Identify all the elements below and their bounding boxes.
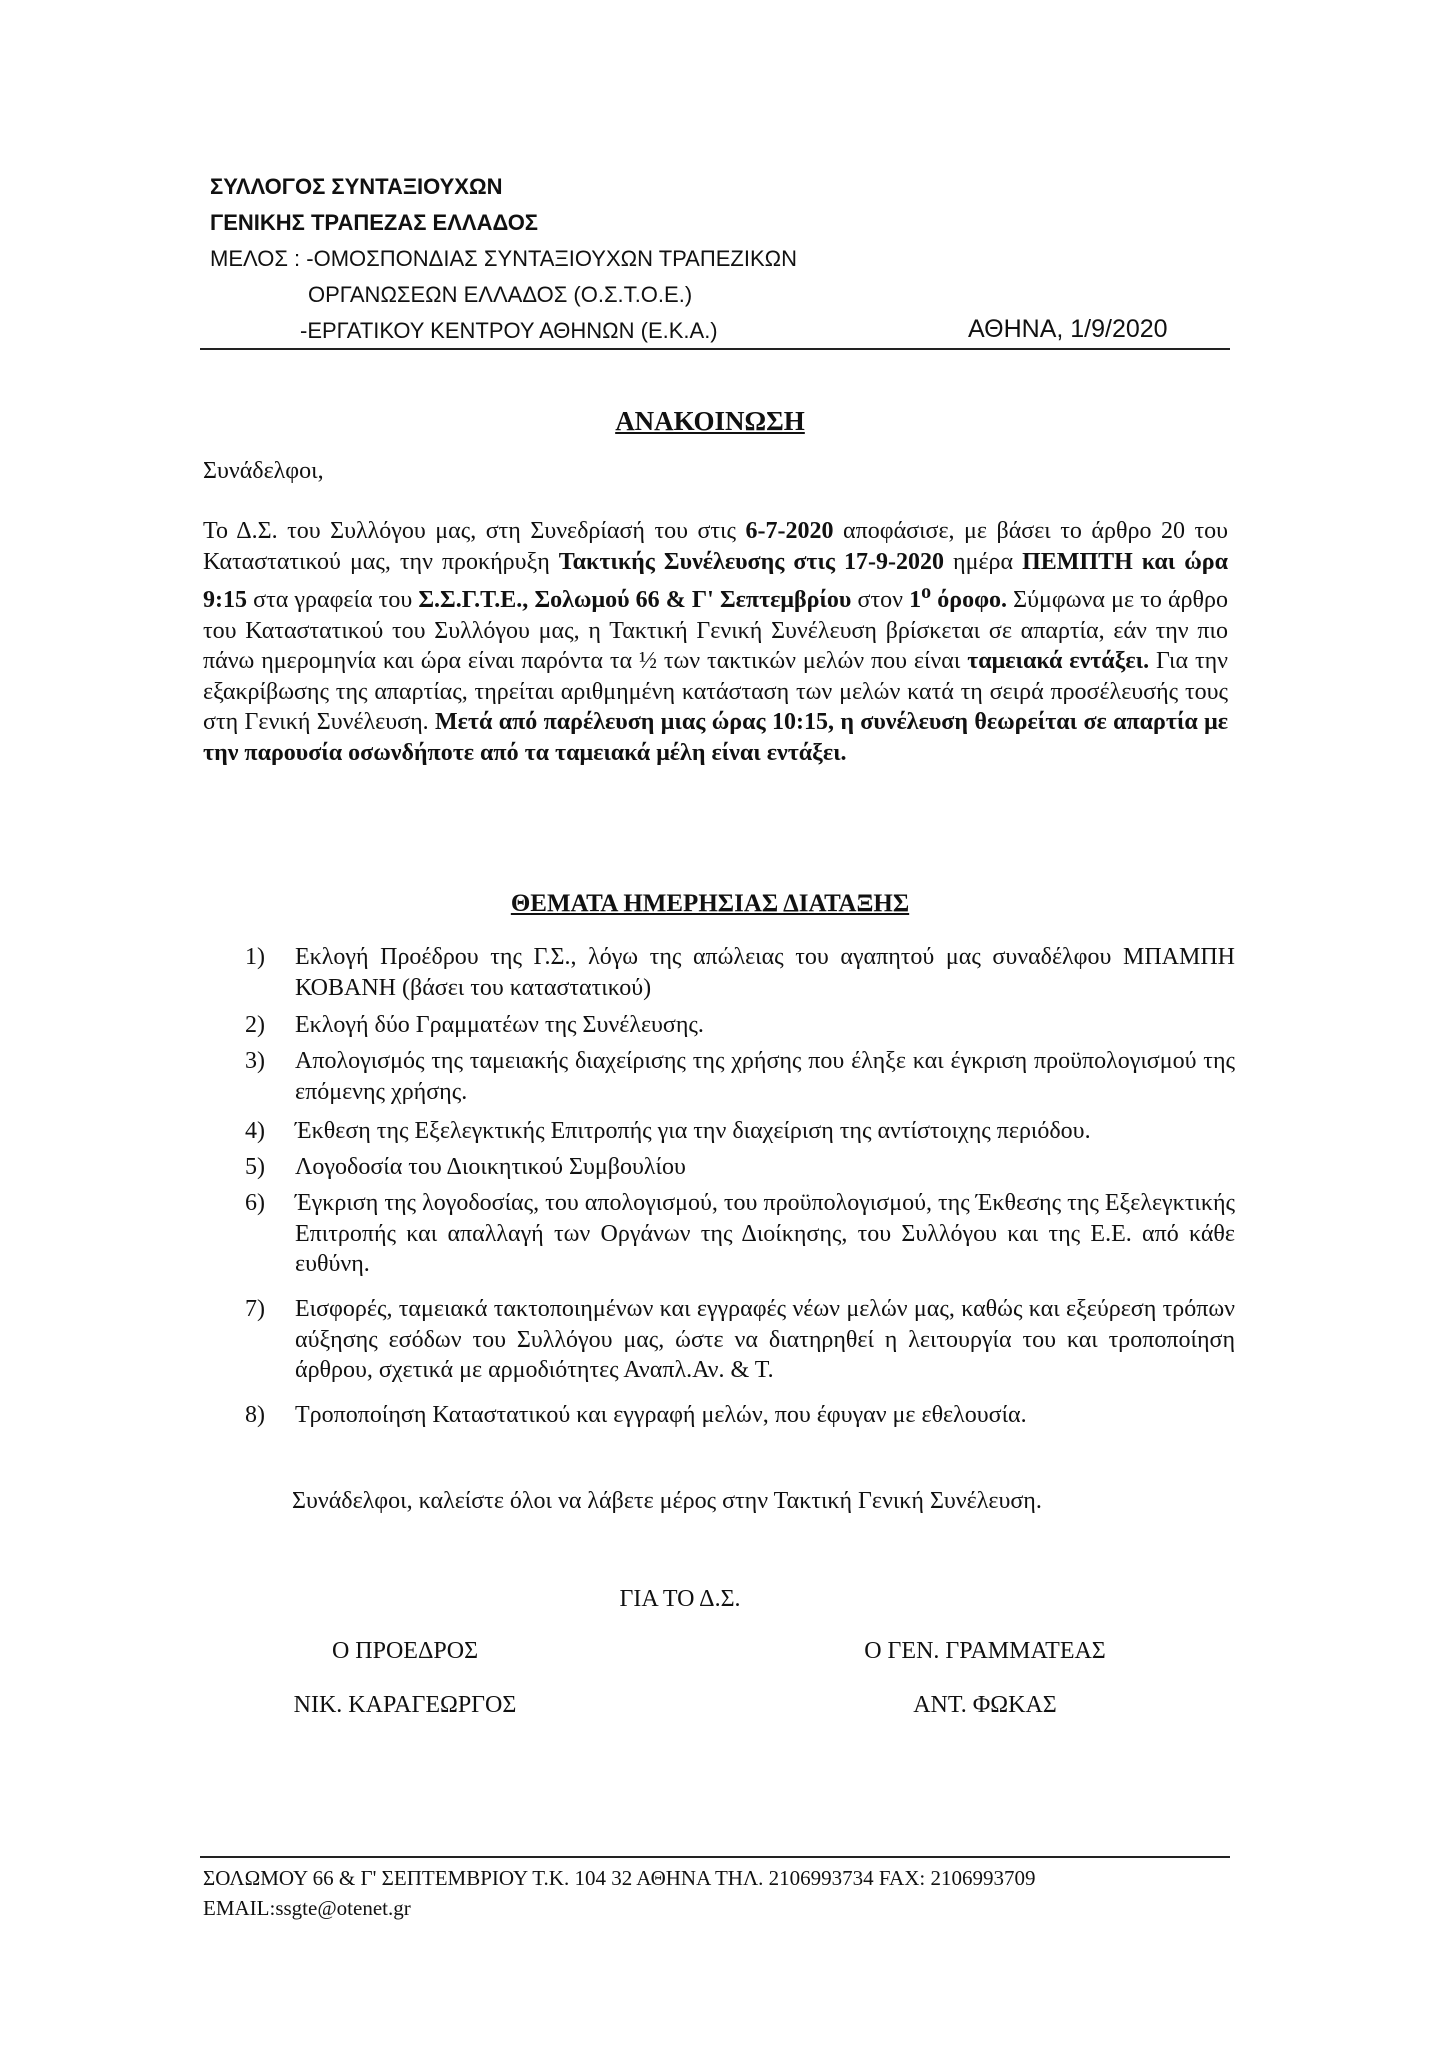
footer-address: ΣΟΛΩΜΟΥ 66 & Γ' ΣΕΠΤΕΜΒΡΙΟΥ Τ.Κ. 104 32 ΑΘΗΝΑ ΤΗΛ. 2106993734 FAX: 2106993709 (203, 1866, 1036, 1890)
president-name: ΝΙΚ. ΚΑΡΑΓΕΩΡΓΟΣ (293, 1692, 517, 1718)
agenda-item-text: Έκθεση της Εξελεγκτικής Επιτροπής για την διαχείριση της αντίστοιχης περιόδου. (295, 1118, 1091, 1144)
agenda-item-number: 3) (245, 1048, 265, 1074)
footer-divider (200, 1856, 1230, 1858)
agenda-item-number: 2) (245, 1012, 265, 1038)
agenda-item-text: Εισφορές, ταμειακά τακτοποιημένων και εγγραφές νέων μελών μας, καθώς και εξεύρεση τρόπων αύξησης εσόδων του Συλλόγου μας, ώστε να διατηρηθεί η λειτουργία του και τροποποίηση άρθρου, σχετικά με αρμοδιότητες Αναπλ.Αν. & Τ. (295, 1296, 1235, 1383)
membership-line3: -ΕΡΓΑΤΙΚΟΥ ΚΕΝΤΡΟΥ ΑΘΗΝΩΝ (Ε.Κ.Α.) (300, 318, 718, 343)
secretary-title: Ο ΓΕΝ. ΓΡΑΜΜΑΤΕΑΣ (864, 1638, 1106, 1664)
org-name-line1: ΣΥΛΛΟΓΟΣ ΣΥΝΤΑΞΙΟΥΧΩΝ (210, 174, 503, 199)
for-board-label: ΓΙΑ ΤΟ Δ.Σ. (619, 1586, 741, 1612)
agenda-item-number: 5) (245, 1154, 265, 1180)
agenda-item-text: Τροποποίηση Καταστατικού και εγγραφή μελών, που έφυγαν με εθελουσία. (295, 1402, 1027, 1428)
agenda-item-text: Απολογισμός της ταμειακής διαχείρισης της χρήσης που έληξε και έγκριση προϋπολογισμού της επόμενης χρήσης. (295, 1048, 1235, 1105)
announcement-paragraph: Το Δ.Σ. του Συλλόγου μας, στη Συνεδρίασή του στις 6-7-2020 αποφάσισε, με βάσει το άρθρο 20 του Καταστατικού μας, την προκήρυξη Τακτικής Συνέλευσης στις 17-9-2020 ημέρα ΠΕΜΠΤΗ και ώρα 9:15 στα γραφεία του Σ.Σ.Γ.Τ.Ε., Σολωμού 66 & Γ' Σεπτεμβρίου στον $1^o$ όροφο. Σύμφωνα με το άρθρο του Καταστατικού του Συλλόγου μας, η Τακτική Γενική Συνέλευση βρίσκεται σε απαρτία, εάν την πιο πάνω ημερομηνία και ώρα είναι παρόντα τα ½ των τακτικών μελών που είναι ταμειακά εντάξει. Για την εξακρίβωσης της απαρτίας, τηρείται αριθμημένη κατάσταση των μελών κατά τη σειρά προσέλευσής τους στη Γενική Συνέλευση. Μετά από παρέλευση μιας ώρας 10:15, η συνέλευση θεωρείται σε απαρτία με την παρουσία οσωνδήποτε από τα ταμειακά μέλη είναι εντάξει. (203, 518, 1229, 766)
salutation: Συνάδελφοι, (203, 458, 324, 484)
agenda-item-number: 7) (245, 1296, 265, 1322)
membership-line1: ΜΕΛΟΣ : -ΟΜΟΣΠΟΝΔΙΑΣ ΣΥΝΤΑΞΙΟΥΧΩΝ ΤΡΑΠΕΖΙΚΩΝ (210, 246, 797, 271)
membership-line2: ΟΡΓΑΝΩΣΕΩΝ ΕΛΛΑΔΟΣ (Ο.Σ.Τ.Ο.Ε.) (308, 282, 693, 307)
closing-invitation: Συνάδελφοι, καλείστε όλοι να λάβετε μέρος στην Τακτική Γενική Συνέλευση. (292, 1488, 1042, 1514)
secretary-name: ΑΝΤ. ΦΩΚΑΣ (913, 1692, 1057, 1718)
footer-email: EMAIL:ssgte@otenet.gr (203, 1896, 411, 1920)
agenda-item-number: 8) (245, 1402, 265, 1428)
agenda-item-number: 4) (245, 1118, 265, 1144)
agenda-title: ΘΕΜΑΤΑ ΗΜΕΡΗΣΙΑΣ ΔΙΑΤΑΞΗΣ (510, 890, 910, 917)
agenda-item-text: Λογοδοσία του Διοικητικού Συμβουλίου (295, 1154, 686, 1180)
agenda-item-text: Έγκριση της λογοδοσίας, του απολογισμού, του προϋπολογισμού, της Έκθεσης της Εξελεγκτικής Επιτροπής και απαλλαγή των Οργάνων της Διοίκησης, του Συλλόγου και της Ε.Ε. από κάθε ευθύνη. (295, 1190, 1235, 1277)
president-title: Ο ΠΡΟΕΔΡΟΣ (331, 1638, 479, 1664)
announcement-title: ΑΝΑΚΟΙΝΩΣΗ (615, 406, 805, 436)
agenda-item-text: Εκλογή δύο Γραμματέων της Συνέλευσης. (295, 1012, 704, 1038)
document-date: ΑΘΗΝΑ, 1/9/2020 (968, 315, 1168, 343)
header-divider (200, 348, 1230, 350)
agenda-item-text: Εκλογή Προέδρου της Γ.Σ., λόγω της απώλειας του αγαπητού μας συναδέλφου ΜΠΑΜΠΗ ΚΟΒΑΝΗ (βάσει του καταστατικού) (295, 944, 1235, 1001)
agenda-item-number: 1) (245, 944, 265, 970)
agenda-item-number: 6) (245, 1190, 265, 1216)
org-name-line2: ΓΕΝΙΚΗΣ ΤΡΑΠΕΖΑΣ ΕΛΛΑΔΟΣ (210, 210, 539, 235)
